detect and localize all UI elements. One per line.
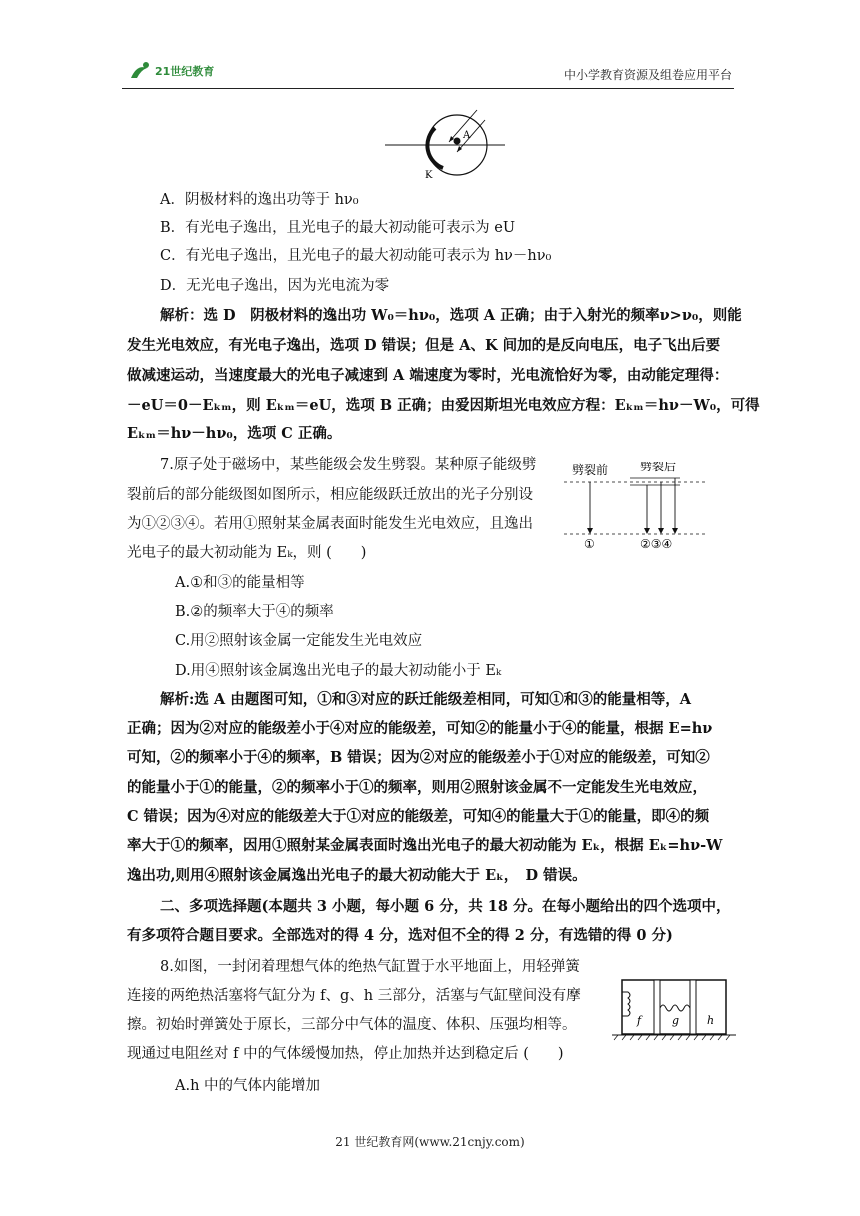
q7-solution-line: 可知，②的频率小于④的频率，B 错误；因为②对应的能级差小于①对应的能级差，可知② [127, 749, 710, 766]
section-heading: 有多项符合题目要求。全部选对的得 4 分，选对但不全的得 2 分，有选错的得 0 分) [127, 927, 673, 944]
q6-option-b: B．有光电子逸出，且光电子的最大初动能可表示为 eU [160, 220, 516, 236]
svg-text:劈裂后: 劈裂后 [640, 462, 677, 473]
q7-option-a: A.①和③的能量相等 [175, 575, 305, 591]
q7-option-c: C.用②照射该金属一定能发生光电效应 [175, 633, 423, 649]
logo [127, 60, 227, 82]
q6-solution-line: 做减速运动，当速度最大的光电子减速到 A 端速度为零时，光电流恰好为零，由动能定理得： [127, 367, 729, 384]
q6-option-c: C．有光电子逸出，且光电子的最大初动能可表示为 hν－hν₀ [160, 248, 552, 264]
q6-option-d: D．无光电子逸出，因为光电流为零 [160, 278, 390, 294]
photocell-figure [385, 108, 505, 183]
svg-text:h: h [707, 1014, 715, 1027]
q7-solution-line: C 错误；因为④对应的能级差大于①对应的能级差，可知④的能量大于①的能量，即④的频 [127, 808, 710, 825]
header-divider [122, 88, 734, 89]
svg-text:g: g [672, 1014, 680, 1027]
q6-solution-line: －eU＝0－Eₖₘ，则 Eₖₘ＝eU，选项 B 正确；由爱因斯坦光电效应方程：Eₖₘ＝hν－W₀，可得 [127, 397, 760, 414]
q7-solution-line: 的能量小于①的能量，②的频率小于①的频率，则用②照射该金属不一定能发生光电效应， [127, 779, 707, 796]
svg-text:①: ① [584, 537, 595, 551]
svg-text:②③④: ②③④ [640, 537, 673, 551]
q8-stem-line: 擦。初始时弹簧处于原长，三部分中气体的温度、体积、压强均相等。 [127, 1017, 577, 1033]
cylinder-figure [610, 978, 738, 1042]
energy-level-figure [560, 462, 710, 552]
q7-solution-line: 逸出功,则用④照射该金属逸出光电子的最大初动能大于 Eₖ， D 错误。 [127, 867, 587, 884]
q7-stem-line: 裂前后的部分能级图如图所示，相应能级跃迁放出的光子分别设 [127, 487, 533, 503]
svg-text:K: K [425, 170, 433, 181]
q7-option-d: D.用④照射该金属逸出光电子的最大初动能小于 Eₖ [175, 663, 502, 679]
q8-stem-line: 连接的两绝热活塞将气缸分为 f、g、h 三部分，活塞与气缸壁间没有摩 [127, 988, 581, 1004]
q7-solution-line: 解析:选 A 由题图可知，①和③对应的跃迁能级差相同，可知①和③的能量相等，A [160, 691, 691, 708]
q8-stem-line: 现通过电阻丝对 f 中的气体缓慢加热，停止加热并达到稳定后 ( ) [127, 1046, 564, 1062]
q6-option-a: A．阴极材料的逸出功等于 hν₀ [160, 192, 359, 208]
section-heading: 二、多项选择题(本题共 3 小题，每小题 6 分，共 18 分。在每小题给出的四个选项中， [160, 898, 731, 915]
platform-title: 中小学教育资源及组卷应用平台 [563, 68, 732, 82]
svg-text:21世纪教育: 21世纪教育 [155, 65, 215, 78]
q7-stem-line: 7.原子处于磁场中，某些能级会发生劈裂。某种原子能级劈 [160, 457, 537, 473]
svg-text:A: A [463, 130, 471, 141]
svg-text:f: f [637, 1014, 642, 1027]
q6-solution-line: Eₖₘ＝hν－hν₀，选项 C 正确。 [127, 425, 342, 442]
q8-option-a: A.h 中的气体内能增加 [175, 1078, 321, 1094]
q7-option-b: B.②的频率大于④的频率 [175, 604, 334, 620]
footer-text: 21 世纪教育网(www.21cnjy.com) [335, 1135, 525, 1149]
q8-stem-line: 8.如图，一封闭着理想气体的绝热气缸置于水平地面上，用轻弹簧 [160, 959, 580, 975]
svg-text:劈裂前: 劈裂前 [572, 463, 609, 477]
q7-solution-line: 正确；因为②对应的能级差小于④对应的能级差，可知②的能量小于④的能量，根据 E=hν [127, 720, 713, 737]
q6-solution-line: 解析：选 D 阴极材料的逸出功 W₀＝hν₀，选项 A 正确；由于入射光的频率ν>ν₀，则能 [160, 307, 742, 324]
q7-stem-line: 光电子的最大初动能为 Eₖ，则 ( ) [127, 545, 367, 561]
q6-solution-line: 发生光电效应，有光电子逸出，选项 D 错误；但是 A、K 间加的是反向电压，电子飞出后要 [127, 337, 721, 354]
q7-stem-line: 为①②③④。若用①照射某金属表面时能发生光电效应，且逸出 [127, 516, 533, 532]
q7-solution-line: 率大于①的频率，因用①照射某金属表面时逸出光电子的最大初动能为 Eₖ，根据 Eₖ=hν-W [127, 837, 723, 854]
